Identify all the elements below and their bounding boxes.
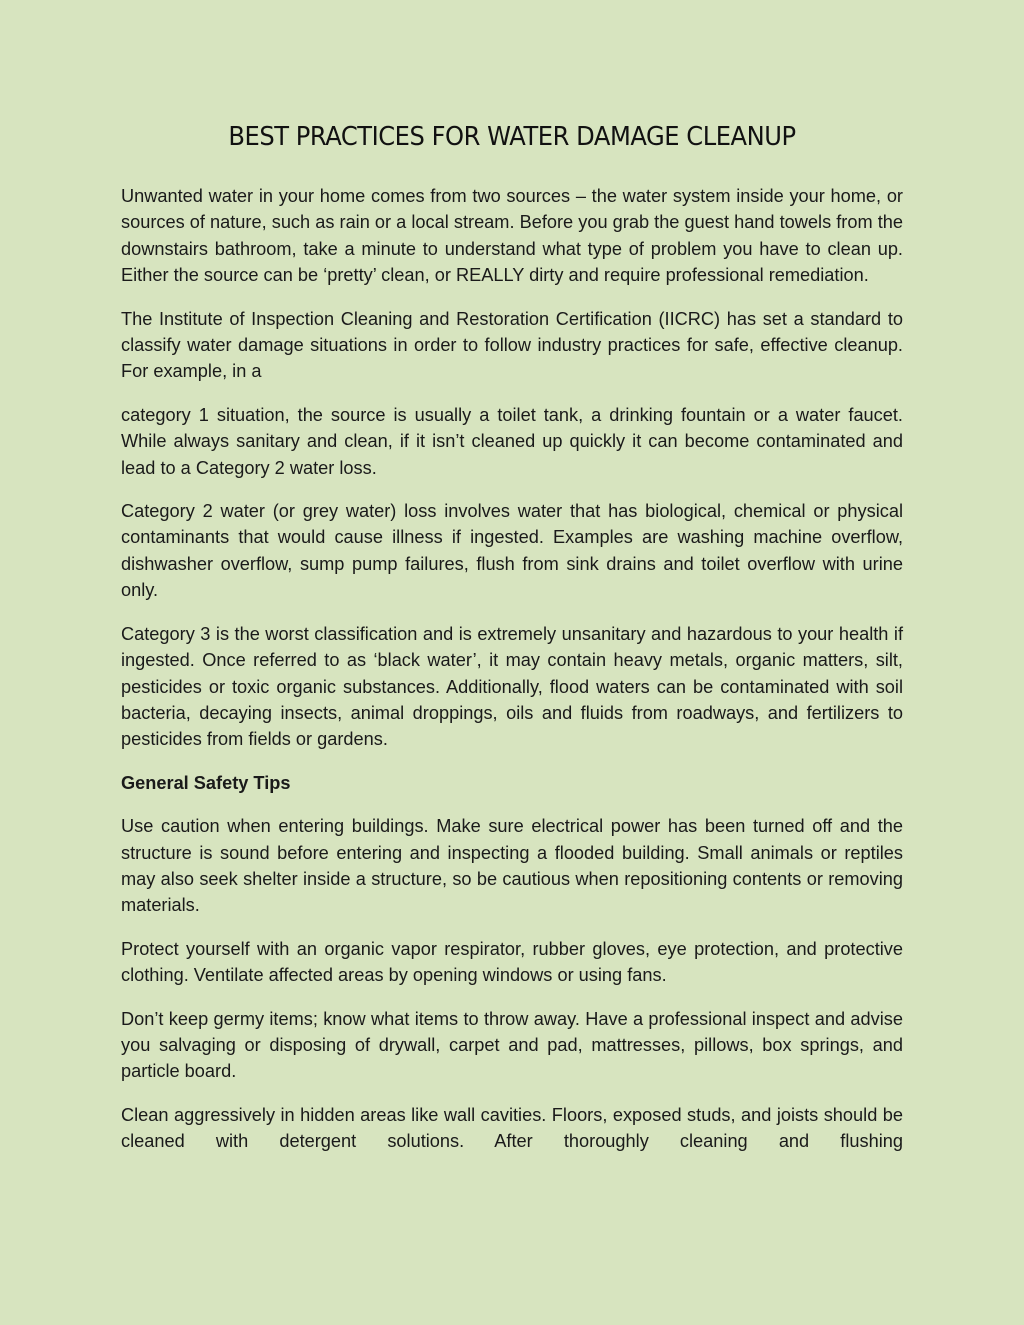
paragraph-category-1: category 1 situation, the source is usually a toilet tank, a drinking fountain or a water faucet. While always sanitary and clean, if it isn’t cleaned up quickly it can become contaminated and lead to a Category 2 water loss. — [121, 404, 903, 478]
section-heading: General Safety Tips — [121, 772, 291, 793]
paragraph-caution: Use caution when entering buildings. Make sure electrical power has been turned off and the structure is sound before entering and inspecting a flooded building. Small animals or reptiles may also seek shelter inside a structure, so be cautious when repositioning contents or removing materials. — [121, 816, 903, 916]
paragraph-clean-aggressively: Clean aggressively in hidden areas like wall cavities. Floors, exposed studs, and joists should be cleaned with detergent solutions. After thoroughly cleaning and flushing — [121, 1104, 903, 1152]
paragraph-germy-items: Don’t keep germy items; know what items to throw away. Have a professional inspect and advise you salvaging or disposing of drywall, carpet and pad, mattresses, pillows, box springs, and particle board. — [121, 1008, 903, 1082]
paragraph-iicrc: The Institute of Inspection Cleaning and Restoration Certification (IICRC) has set a standard to classify water damage situations in order to follow industry practices for safe, effective cleanup. For example, in a — [121, 308, 903, 382]
document-body — [121, 183, 903, 1155]
paragraph-protection: Protect yourself with an organic vapor respirator, rubber gloves, eye protection, and protective clothing. Ventilate affected areas by opening windows or using fans. — [121, 938, 903, 986]
paragraph-intro: Unwanted water in your home comes from two sources – the water system inside your home, or sources of nature, such as rain or a local stream. Before you grab the guest hand towels from the downstairs bathroom, take a minute to understand what type of problem you have to clean up. Either the source can be ‘pretty’ clean, or REALLY dirty and require professional remediation. — [121, 186, 903, 286]
paragraph-category-2: Category 2 water (or grey water) loss involves water that has biological, chemical or physical contaminants that would cause illness if ingested. Examples are washing machine overflow, dishwasher overflow, sump pump failures, flush from sink drains and toilet overflow with urine only. — [121, 501, 903, 601]
paragraph-category-3: Category 3 is the worst classification and is extremely unsanitary and hazardous to your health if ingested. Once referred to as ‘black water’, it may contain heavy metals, organic matters, silt, pesticides or toxic organic substances. Additionally, flood waters can be contaminated with soil bacteria, decaying insects, animal droppings, oils and fluids from roadways, and fertilizers to pesticides from fields or gardens. — [121, 623, 903, 750]
document-title: BEST PRACTICES FOR WATER DAMAGE CLEANUP — [228, 122, 796, 152]
